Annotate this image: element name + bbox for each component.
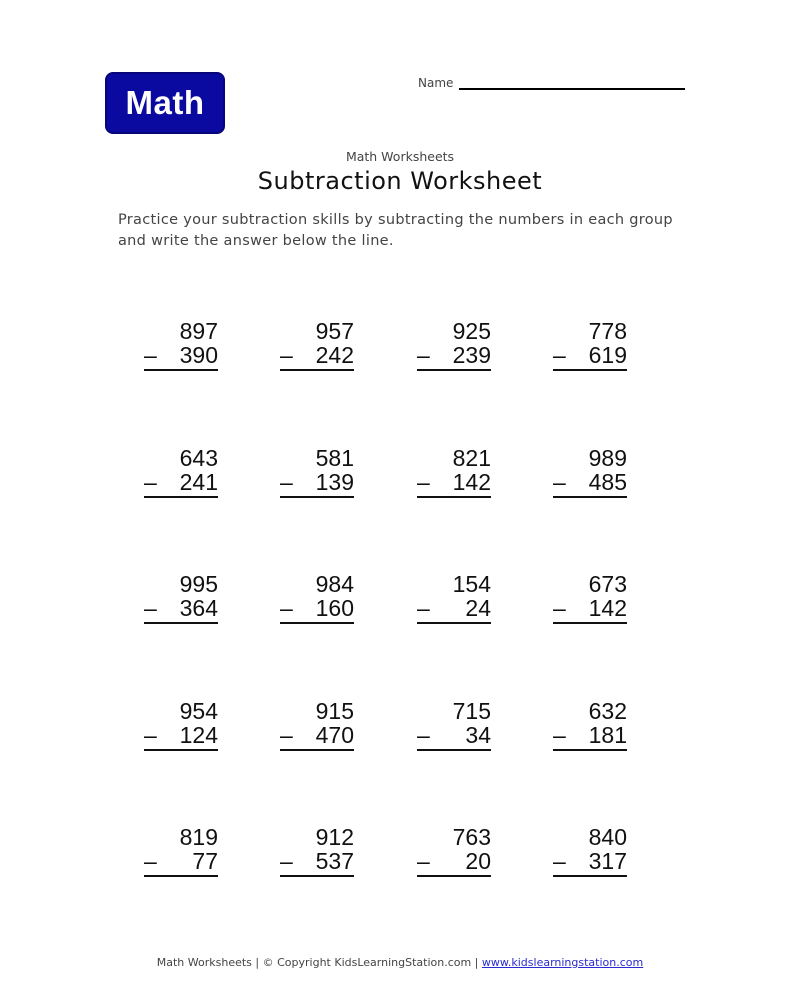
name-line [459, 78, 685, 90]
answer-line [144, 496, 218, 498]
minuend: 778 [588, 318, 627, 344]
minus-sign: – [553, 595, 566, 621]
minuend: 984 [315, 571, 354, 597]
footer-link[interactable]: www.kidslearningstation.com [481, 956, 644, 969]
subtrahend: 160 [315, 595, 354, 621]
minuend: 819 [179, 824, 218, 850]
minus-sign: – [144, 595, 157, 621]
subtrahend: 20 [465, 848, 491, 874]
minus-sign: – [144, 342, 157, 368]
minuend: 632 [588, 698, 627, 724]
answer-line [144, 749, 218, 751]
minus-sign: – [144, 469, 157, 495]
minus-sign: – [417, 848, 430, 874]
subtrahend: 619 [588, 342, 627, 368]
minuend-row [417, 825, 491, 849]
minuend: 821 [452, 445, 491, 471]
minuend-row [553, 699, 627, 723]
subtraction-problem [417, 446, 491, 498]
answer-line [553, 749, 627, 751]
subtrahend-row [553, 596, 627, 620]
subtrahend: 364 [179, 595, 218, 621]
subtrahend-row [553, 343, 627, 367]
answer-line [417, 875, 491, 877]
minuend: 957 [315, 318, 354, 344]
subtrahend: 242 [315, 342, 354, 368]
subtraction-problem [144, 446, 218, 498]
minuend-row [144, 446, 218, 470]
subtraction-problem [553, 572, 627, 624]
subtraction-problem [417, 572, 491, 624]
minuend: 925 [452, 318, 491, 344]
minus-sign: – [144, 848, 157, 874]
subtrahend-row [144, 343, 218, 367]
minuend-row [280, 572, 354, 596]
footer [0, 956, 800, 969]
minuend-row [553, 319, 627, 343]
answer-line [417, 622, 491, 624]
minus-sign: – [280, 342, 293, 368]
subtrahend-row [417, 343, 491, 367]
logo-text: Math [125, 84, 205, 121]
answer-line [417, 749, 491, 751]
subtrahend: 181 [588, 722, 627, 748]
minuend-row [553, 825, 627, 849]
subtrahend-row [417, 723, 491, 747]
subtrahend-row [280, 849, 354, 873]
minuend-row [417, 572, 491, 596]
minuend-row [553, 446, 627, 470]
subtrahend: 390 [179, 342, 218, 368]
minuend: 915 [315, 698, 354, 724]
instructions-text: Practice your subtraction skills by subtracting the numbers in each group and write the answer below the line. [118, 212, 673, 249]
minuend: 673 [588, 571, 627, 597]
minus-sign: – [553, 848, 566, 874]
answer-line [417, 369, 491, 371]
minuend: 897 [179, 318, 218, 344]
subtraction-problem [417, 699, 491, 751]
minus-sign: – [553, 722, 566, 748]
name-field [418, 76, 685, 90]
subtrahend: 470 [315, 722, 354, 748]
subtrahend: 24 [465, 595, 491, 621]
subtrahend-row [144, 470, 218, 494]
answer-line [144, 875, 218, 877]
minus-sign: – [553, 342, 566, 368]
minus-sign: – [280, 722, 293, 748]
subtrahend: 485 [588, 469, 627, 495]
subtrahend: 241 [179, 469, 218, 495]
minuend-row [417, 699, 491, 723]
answer-line [417, 496, 491, 498]
minuend-row [417, 319, 491, 343]
subtrahend: 317 [588, 848, 627, 874]
subtraction-problem [553, 825, 627, 877]
minuend: 989 [588, 445, 627, 471]
answer-line [280, 622, 354, 624]
minuend: 154 [452, 571, 491, 597]
minuend: 581 [315, 445, 354, 471]
minuend: 763 [452, 824, 491, 850]
minus-sign: – [417, 342, 430, 368]
minuend-row [280, 319, 354, 343]
minus-sign: – [417, 722, 430, 748]
minus-sign: – [280, 469, 293, 495]
minuend-row [417, 446, 491, 470]
minuend-row [144, 319, 218, 343]
subtraction-problem [417, 825, 491, 877]
minuend-row [280, 825, 354, 849]
subtrahend: 142 [588, 595, 627, 621]
subtraction-problem [280, 825, 354, 877]
answer-line [553, 875, 627, 877]
answer-line [144, 622, 218, 624]
minuend: 954 [179, 698, 218, 724]
minuend: 995 [179, 571, 218, 597]
page-title: Subtraction Worksheet [257, 167, 543, 195]
answer-line [280, 369, 354, 371]
subtraction-problem [280, 699, 354, 751]
answer-line [553, 369, 627, 371]
minus-sign: – [280, 848, 293, 874]
subtrahend-row [417, 596, 491, 620]
math-logo [105, 72, 225, 134]
minus-sign: – [280, 595, 293, 621]
minuend: 643 [179, 445, 218, 471]
subtrahend: 239 [452, 342, 491, 368]
page-subtitle: Math Worksheets [345, 149, 455, 164]
name-label: Name [418, 76, 454, 90]
subtrahend-row [553, 849, 627, 873]
subtrahend-row [280, 470, 354, 494]
minus-sign: – [417, 595, 430, 621]
subtrahend: 77 [192, 848, 218, 874]
subtraction-problem [553, 319, 627, 371]
subtrahend: 537 [315, 848, 354, 874]
subtrahend-row [144, 723, 218, 747]
answer-line [144, 369, 218, 371]
subtrahend: 139 [315, 469, 354, 495]
footer-text: Math Worksheets | © Copyright KidsLearningStation.com | [156, 956, 482, 969]
subtrahend-row [553, 723, 627, 747]
subtrahend-row [553, 470, 627, 494]
subtraction-problem [144, 572, 218, 624]
minuend-row [144, 699, 218, 723]
subtrahend-row [144, 849, 218, 873]
answer-line [553, 496, 627, 498]
minus-sign: – [553, 469, 566, 495]
minuend-row [144, 572, 218, 596]
subtrahend: 124 [179, 722, 218, 748]
subtraction-problem [144, 699, 218, 751]
minuend: 715 [452, 698, 491, 724]
subtraction-problem [144, 319, 218, 371]
answer-line [280, 749, 354, 751]
subtrahend: 34 [465, 722, 491, 748]
subtrahend-row [280, 723, 354, 747]
subtraction-problem [553, 699, 627, 751]
answer-line [553, 622, 627, 624]
minuend: 840 [588, 824, 627, 850]
minuend: 912 [315, 824, 354, 850]
minuend-row [280, 446, 354, 470]
answer-line [280, 496, 354, 498]
subtraction-problem [280, 572, 354, 624]
subtrahend-row [280, 596, 354, 620]
subtrahend-row [417, 470, 491, 494]
subtraction-problem [144, 825, 218, 877]
subtrahend-row [280, 343, 354, 367]
minuend-row [553, 572, 627, 596]
subtrahend: 142 [452, 469, 491, 495]
subtrahend-row [417, 849, 491, 873]
subtraction-problem [280, 446, 354, 498]
subtraction-problem [417, 319, 491, 371]
subtraction-problem [280, 319, 354, 371]
minus-sign: – [417, 469, 430, 495]
subtraction-problem [553, 446, 627, 498]
answer-line [280, 875, 354, 877]
minus-sign: – [144, 722, 157, 748]
minuend-row [144, 825, 218, 849]
minuend-row [280, 699, 354, 723]
subtrahend-row [144, 596, 218, 620]
